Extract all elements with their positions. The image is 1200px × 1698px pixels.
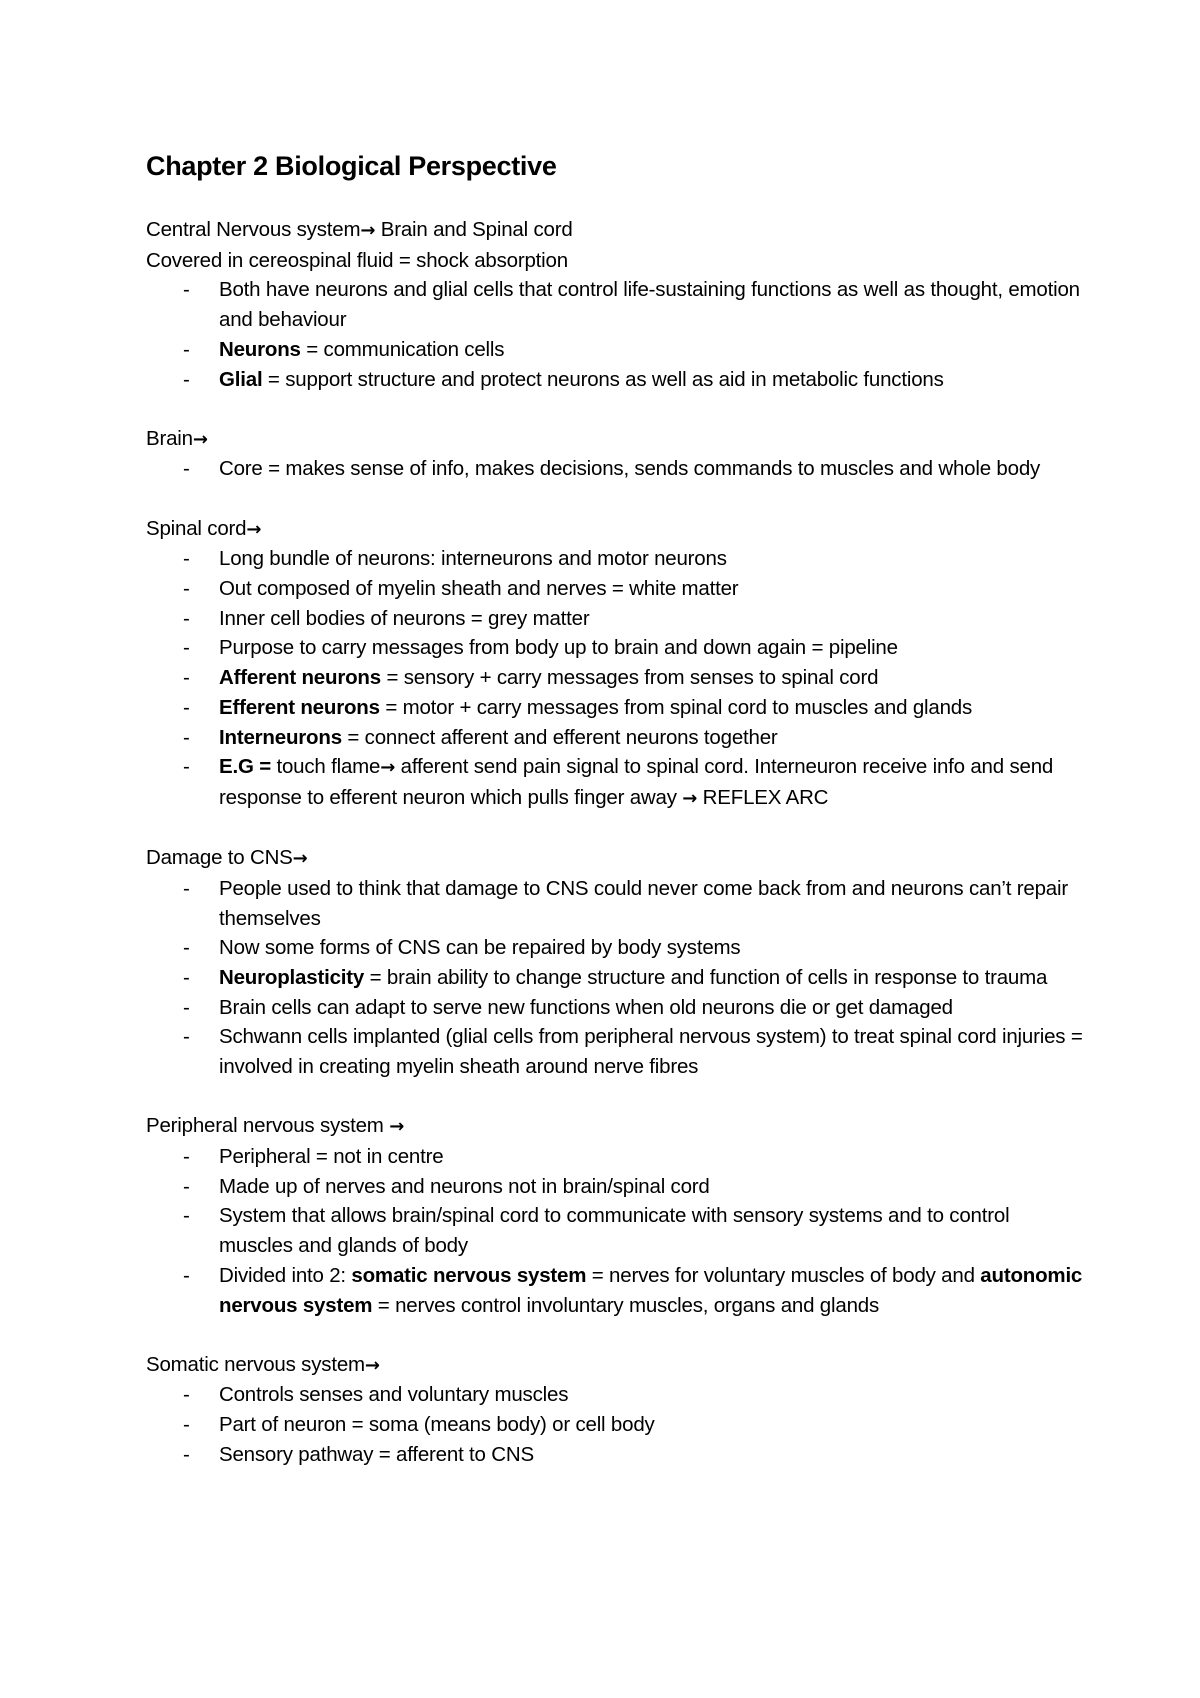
dash-icon: - [183,725,190,749]
item-text: = communication cells [300,337,505,361]
heading-text: Somatic nervous system [146,1352,365,1376]
item-text: afferent send pain signal to spinal cord. Interneuron receive info and send response to efferent neuron which pulls finger away [219,755,1054,809]
term: somatic nervous system [351,1263,587,1287]
list-item [146,1440,1085,1470]
subline: Covered in cereospinal fluid = shock absorption [146,248,568,272]
term: Interneurons [219,725,342,749]
list-item [146,933,1085,963]
item-text: Divided into 2: [219,1263,352,1287]
page-title: Chapter 2 Biological Perspective [146,151,557,181]
section-somatic-nervous-system [146,1350,1086,1470]
dash-icon: - [183,1383,190,1407]
section-heading [146,514,1086,545]
item-text: = connect afferent and efferent neurons together [341,725,778,749]
heading-text: Brain [146,426,193,450]
list-item [146,335,1085,365]
dash-icon: - [183,1025,190,1049]
term: Neuroplasticity [219,965,365,989]
bullet-list [146,1380,1086,1469]
arrow-icon: → [389,1116,405,1138]
item-text: Sensory pathway = afferent to CNS [219,1442,534,1466]
section-peripheral-nervous-system [146,1111,1086,1320]
list-item [146,604,1085,634]
dash-icon: - [183,755,190,779]
list-item [146,544,1085,574]
dash-icon: - [183,1204,190,1228]
dash-icon: - [183,1442,190,1466]
section-spinal-cord [146,514,1086,814]
dash-icon: - [183,606,190,630]
item-text: Both have neurons and glial cells that control life-sustaining functions as well as thought, emotion and behaviour [219,278,1080,332]
dash-icon: - [183,457,190,481]
dash-icon: - [183,1413,190,1437]
dash-icon: - [183,367,190,391]
dash-icon: - [183,876,190,900]
arrow-icon: → [380,757,396,779]
heading-text: Spinal cord [146,516,247,540]
list-item [146,874,1085,933]
dash-icon: - [183,337,190,361]
item-text: Brain cells can adapt to serve new functions when old neurons die or get damaged [219,995,953,1019]
heading-text: Damage to CNS [146,846,293,870]
item-text: Now some forms of CNS can be repaired by body systems [219,936,741,960]
section-heading [146,215,1086,246]
item-text: Made up of nerves and neurons not in brain/spinal cord [219,1174,710,1198]
arrow-icon: → [292,848,308,870]
section-heading [146,424,1086,455]
section-heading [146,843,1086,874]
dash-icon: - [183,666,190,690]
dash-icon: - [183,278,190,302]
item-text: Part of neuron = soma (means body) or cell body [219,1413,655,1437]
item-text: = sensory + carry messages from senses to spinal cord [380,666,879,690]
term: Afferent neurons [219,666,381,690]
list-item [146,752,1085,813]
item-text: = brain ability to change structure and function of cells in response to trauma [364,965,1048,989]
list-item [146,723,1085,753]
heading-text: Peripheral nervous system [146,1114,390,1138]
item-text: touch flame [270,755,381,779]
bullet-list [146,1142,1086,1320]
list-item [146,365,1085,395]
item-text: = nerves control involuntary muscles, organs and glands [372,1293,880,1317]
item-text: REFLEX ARC [697,785,829,809]
list-item [146,574,1085,604]
item-text: Inner cell bodies of neurons = grey matter [219,606,590,630]
list-item [146,693,1085,723]
document-page [146,148,1086,1499]
dash-icon: - [183,995,190,1019]
list-item [146,1201,1085,1260]
term: autonomic nervous system [219,1263,1083,1317]
heading-text: Central Nervous system [146,218,361,241]
dash-icon: - [183,965,190,989]
item-text: = nerves for voluntary muscles of body and [586,1263,981,1287]
list-item [146,275,1085,334]
dash-icon: - [183,1144,190,1168]
dash-icon: - [183,636,190,660]
bullet-list [146,275,1086,394]
item-text: People used to think that damage to CNS could never come back from and neurons can’t repair themselves [219,876,1068,930]
item-text: Purpose to carry messages from body up to brain and down again = pipeline [219,636,898,660]
item-text: Schwann cells implanted (glial cells from peripheral nervous system) to treat spinal cord injuries = involved in creating myelin sheath around nerve fibres [219,1025,1083,1079]
list-item [146,963,1085,993]
dash-icon: - [183,1174,190,1198]
list-item [146,663,1085,693]
list-item [146,1261,1085,1320]
item-text: Controls senses and voluntary muscles [219,1383,569,1407]
list-item [146,1380,1085,1410]
section-heading [146,1350,1086,1381]
item-text: = motor + carry messages from spinal cord to muscles and glands [379,695,973,719]
arrow-icon: → [192,428,208,450]
arrow-icon: → [246,518,262,540]
dash-icon: - [183,695,190,719]
item-text: Peripheral = not in centre [219,1144,444,1168]
list-item [146,633,1085,663]
list-item [146,1172,1085,1202]
list-item [146,993,1085,1023]
bullet-list [146,454,1086,484]
section-brain [146,424,1086,484]
section-damage-to-cns [146,843,1086,1082]
arrow-icon: → [360,220,376,241]
item-text: System that allows brain/spinal cord to communicate with sensory systems and to control muscles and glands of body [219,1204,1010,1258]
dash-icon: - [183,547,190,571]
term: E.G = [219,755,271,779]
arrow-icon: → [364,1354,380,1376]
dash-icon: - [183,577,190,601]
arrow-icon: → [682,787,698,809]
heading-tail: Brain and Spinal cord [375,218,573,241]
dash-icon: - [183,936,190,960]
bullet-list [146,874,1086,1082]
dash-icon: - [183,1263,190,1287]
list-item [146,454,1085,484]
list-item [146,1142,1085,1172]
term: Efferent neurons [219,695,380,719]
list-item [146,1022,1085,1081]
term: Glial [219,367,263,391]
bullet-list [146,544,1086,813]
section-cns [146,215,1086,394]
item-text: = support structure and protect neurons as well as aid in metabolic functions [262,367,944,391]
list-item [146,1410,1085,1440]
term: Neurons [219,337,301,361]
item-text: Out composed of myelin sheath and nerves = white matter [219,577,739,601]
item-text: Core = makes sense of info, makes decisions, sends commands to muscles and whole body [219,457,1041,481]
item-text: Long bundle of neurons: interneurons and motor neurons [219,547,727,571]
section-heading [146,1111,1086,1142]
